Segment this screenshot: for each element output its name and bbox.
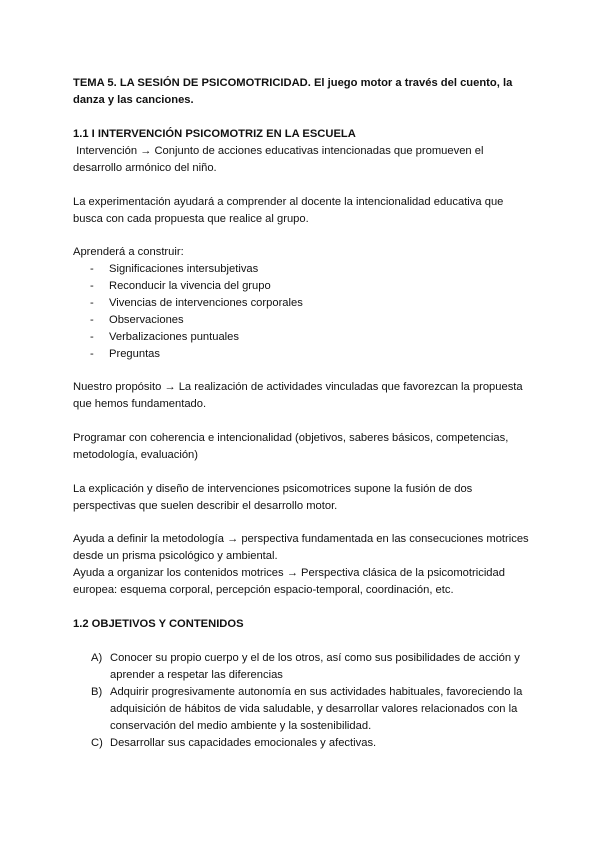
bullet-list: - Significaciones intersubjetivas - Reconducir la vivencia del grupo - Vivencias de intervenciones corporales - Observaciones - Verbalizaciones puntuales - Preguntas bbox=[90, 263, 303, 360]
objective-item-a: A) Conocer su propio cuerpo y el de los otros, así como sus posibilidades de acción y aprender a respetar las diferencias bbox=[91, 652, 520, 681]
paragraph-proposito: Nuestro propósito → La realización de actividades vinculadas que favorezcan la propuesta que hemos fundamentado. bbox=[73, 381, 523, 410]
paragraph-explicacion: La explicación y diseño de intervenciones psicomotrices supone la fusión de dos perspectivas que suelen describir el desarrollo motor. bbox=[73, 483, 473, 512]
objective-item-b: B) Adquirir progresivamente autonomía en sus actividades habituales, favoreciendo la adquisición de hábitos de vida saludable, y desarrollar valores relacionados con la conservación del medio ambiente y la sostenibilidad. bbox=[91, 686, 523, 732]
paragraph-programar: Programar con coherencia e intencionalidad (objetivos, saberes básicos, competencias, metodología, evaluación) bbox=[73, 432, 509, 461]
section-heading-1-1: 1.1 I INTERVENCIÓN PSICOMOTRIZ EN LA ESCUELA bbox=[73, 128, 356, 140]
paragraph-intervencion: Intervención → Conjunto de acciones educativas intencionadas que promueven el desarrollo armónico del niño. bbox=[73, 145, 484, 174]
section-heading-1-2: 1.2 OBJETIVOS Y CONTENIDOS bbox=[73, 618, 244, 630]
document-title: TEMA 5. LA SESIÓN DE PSICOMOTRICIDAD. El juego motor a través del cuento, la danza y las canciones. bbox=[73, 77, 513, 106]
paragraph-experimentacion: La experimentación ayudará a comprender al docente la intencionalidad educativa que busca con cada propuesta que realice al grupo. bbox=[73, 196, 504, 225]
paragraph-contenidos: Ayuda a organizar los contenidos motrices → Perspectiva clásica de la psicomotricidad europea: esquema corporal, percepción espacio-temporal, coordinación, etc. bbox=[73, 567, 505, 596]
paragraph-metodologia: Ayuda a definir la metodología → perspectiva fundamentada en las consecuciones motrices desde un prisma psicológico y ambiental. bbox=[73, 533, 529, 562]
objective-item-c: C) Desarrollar sus capacidades emocionales y afectivas. bbox=[91, 737, 377, 749]
list-intro: Aprenderá a construir: bbox=[73, 246, 184, 258]
